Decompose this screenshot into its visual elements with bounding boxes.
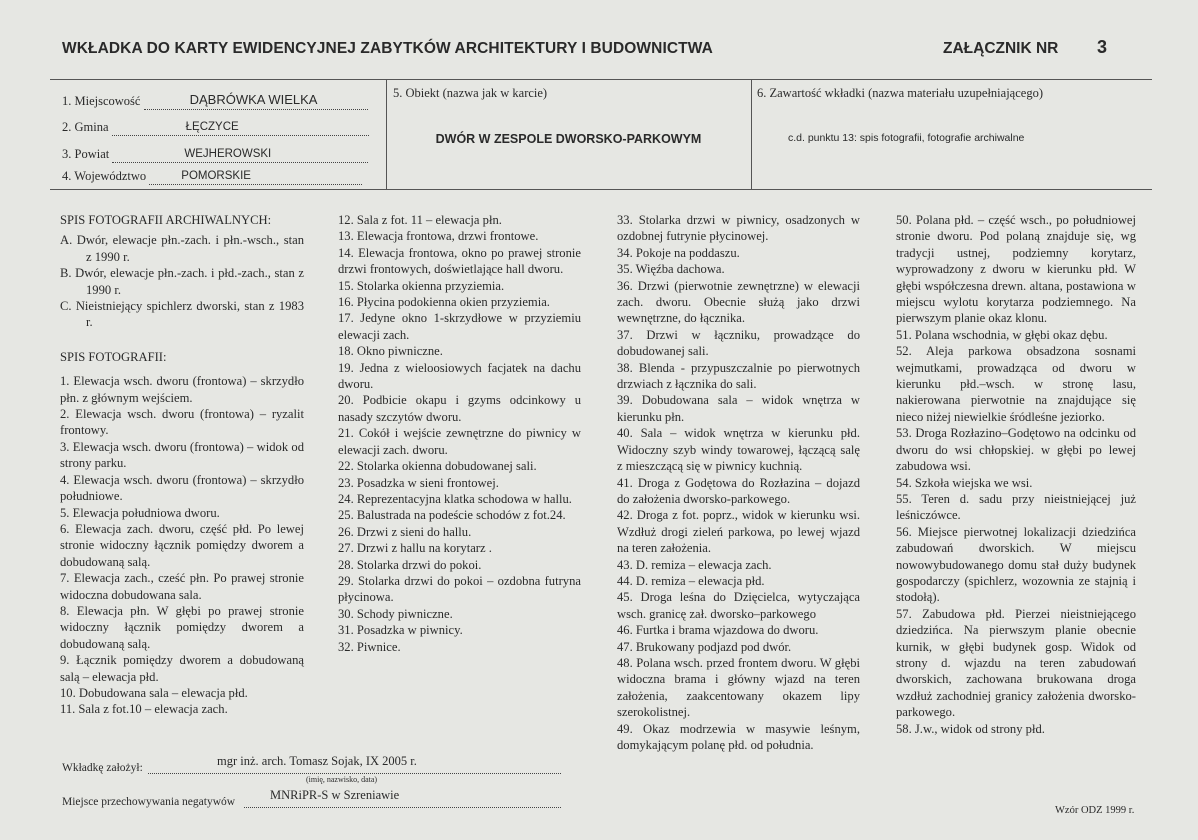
photo-item: 7. Elewacja zach., cześć płn. Po prawej stronie widoczna dobudowana sala. — [60, 571, 304, 602]
photo-item: 58. J.w., widok od strony płd. — [896, 721, 1045, 736]
photo-item: 9. Łącznik pomiędzy dworem a dobudowaną salą – elewacja płd. — [60, 653, 304, 684]
photo-item: 14. Elewacja frontowa, okno po prawej stronie drzwi frontowych, doświetlające hall dworu. — [338, 245, 581, 277]
photo-item: 52. Aleja parkowa obsadzona sosnami wejmutkami, prowadząca od dworu w kierunku płd.–wsch. w stronę lasu, nakierowana pierwotnie na znajdujące się nieco niżej niewielkie śródleśne jeziorko. — [896, 344, 1136, 424]
field-powiat-value: WEJHEROWSKI — [184, 148, 272, 160]
archival-item: C. Nieistniejący spichlerz dworski, stan z 1983 r. — [60, 299, 304, 330]
footer-miejsce-label: Miejsce przechowywania negatywów — [62, 796, 236, 808]
photo-item: 39. Dobudowana sala – widok wnętrza w kierunku płn. — [617, 393, 860, 424]
photo-item: 26. Drzwi z sieni do hallu. — [338, 524, 472, 539]
field-miejscowosc-value: DĄBRÓWKA WIELKA — [189, 92, 318, 107]
photo-item: 41. Droga z Godętowa do Rozłazina – dojazd do założenia dworsko-parkowego. — [617, 475, 860, 506]
photo-list-1 — [60, 373, 304, 718]
field-powiat-line — [112, 147, 368, 163]
field-gmina-line — [112, 120, 369, 136]
field-obiekt-label: 5. Obiekt (nazwa jak w karcie) — [393, 86, 548, 100]
field-gmina-label: 2. Gmina — [62, 120, 109, 134]
photo-item: 20. Podbicie okapu i gzyms odcinkowy u nasady szczytów dworu. — [338, 393, 581, 424]
photo-item: 22. Stolarka okienna dobudowanej sali. — [338, 459, 537, 474]
photo-item: 54. Szkoła wiejska we wsi. — [896, 475, 1033, 490]
photo-item: 30. Schody piwniczne. — [338, 606, 453, 621]
photo-item: 31. Posadzka w piwnicy. — [338, 623, 463, 638]
photo-item: 57. Zabudowa płd. Pierzei nieistniejącego dziedzińca. Na pierwszym planie obecnie kurnik, w głębi budynek gosp. Widok od strony d. wjazdu na teren zabudowań dworskich, zachowana brukowana droga wzdłuż zachodniej granicy założenia dworsko-parkowego. — [896, 606, 1136, 720]
photo-item: 32. Piwnice. — [338, 639, 401, 654]
column-1 — [60, 212, 304, 718]
photo-item: 19. Jedna z wieloosiowych facjatek na dachu dworu. — [338, 360, 581, 392]
photo-item: 4. Elewacja wsch. dworu (frontowa) – skrzydło południowe. — [60, 472, 304, 504]
form-version: Wzór ODZ 1999 r. — [1055, 805, 1135, 816]
photo-item: 47. Brukowany podjazd pod dwór. — [617, 639, 792, 654]
field-powiat — [62, 147, 368, 163]
photo-item: 42. Droga z fot. poprz., widok w kierunku wsi. Wzdłuż drogi zieleń parkowa, po lewej wjazd na teren założenia. — [617, 508, 860, 556]
photo-item: 16. Płycina podokienna okien przyziemia. — [338, 295, 550, 310]
field-powiat-label: 3. Powiat — [62, 147, 110, 161]
box-divider-2 — [751, 79, 752, 190]
photo-item: 56. Miejsce pierwotnej lokalizacji dziedzińca zabudowań dworskich. W miejscu nowowybudowanego domu stał duży budynek gospodarczy (spichlerz, wozownia ze stajnią i stodołą). — [896, 524, 1136, 605]
field-miejscowosc-line — [144, 94, 368, 110]
column-4 — [896, 212, 1136, 737]
photo-item: 3. Elewacja wsch. dworu (frontowa) – widok od strony parku. — [60, 439, 304, 471]
archival-heading: SPIS FOTOGRAFII ARCHIWALNYCH: — [60, 213, 272, 227]
photo-list-4 — [896, 212, 1136, 737]
photo-item: 33. Stolarka drzwi w piwnicy, osadzonych w ozdobnej futrynie płycinowej. — [617, 213, 860, 244]
column-2 — [338, 212, 581, 655]
photo-item: 25. Balustrada na podeście schodów z fot.24. — [338, 508, 566, 523]
column-3 — [617, 212, 860, 753]
photo-item: 46. Furtka i brama wjazdowa do dworu. — [617, 623, 819, 638]
annex-label: ZAŁĄCZNIK NR — [943, 40, 1059, 57]
photo-item: 6. Elewacja zach. dworu, część płd. Po lewej stronie widoczny łącznik pomiędzy dworem a dobudowaną salą. — [60, 521, 304, 569]
photo-item: 28. Stolarka drzwi do pokoi. — [338, 557, 482, 572]
photo-item: 45. Droga leśna do Dzięcielca, wytyczająca wsch. granicę zał. dworsko–parkowego — [617, 590, 860, 621]
photo-item: 38. Blenda - przypuszczalnie po pierwotnych drzwiach z łącznika do sali. — [617, 360, 860, 392]
photo-item: 12. Sala z fot. 11 – elewacja płn. — [338, 213, 502, 227]
photo-list-3 — [617, 212, 860, 753]
field-wojewodztwo-line — [149, 169, 362, 185]
photo-item: 2. Elewacja wsch. dworu (frontowa) – ryzalit frontowy. — [60, 407, 304, 438]
archival-item: A. Dwór, elewacje płn.-zach. i płn.-wsch., stan z 1990 r. — [60, 233, 304, 264]
field-gmina-value: ŁĘCZYCE — [185, 121, 239, 133]
photo-item: 36. Drzwi (pierwotnie zewnętrzne) w elewacji zach. dworu. Obecnie służą jako drzwi wewnętrzne, do łącznika. — [617, 278, 860, 326]
photo-item: 40. Sala – widok wnętrza w kierunku płd. Widoczny szyb windy towarowej, łączącą salę z mieszczącą się w piwnicy kuchnią. — [617, 426, 860, 474]
photo-item: 37. Drzwi w łączniku, prowadzące do dobudowanej sali. — [617, 327, 860, 359]
photo-item: 5. Elewacja południowa dworu. — [60, 505, 220, 520]
footer-zalozyl-caption: (imię, nazwisko, data) — [306, 775, 378, 784]
field-wojewodztwo — [62, 169, 362, 185]
photo-item: 51. Polana wschodnia, w głębi okaz dębu. — [896, 327, 1108, 342]
annex-number: 3 — [1097, 37, 1108, 57]
field-obiekt-value: DWÓR W ZESPOLE DWORSKO-PARKOWYM — [435, 132, 702, 146]
field-zawartosc-label: 6. Zawartość wkładki (nazwa materiału uzupełniającego) — [757, 86, 1043, 100]
photo-item: 55. Teren d. sadu przy nieistniejącej już leśniczówce. — [896, 491, 1136, 523]
footer-zalozyl-value: mgr inż. arch. Tomasz Sojak, IX 2005 r. — [217, 754, 417, 768]
photo-item: 34. Pokoje na poddaszu. — [617, 245, 740, 260]
field-wojewodztwo-label: 4. Województwo — [62, 169, 147, 183]
photo-item: 13. Elewacja frontowa, drzwi frontowe. — [338, 229, 539, 244]
photo-item: 35. Więźba dachowa. — [617, 262, 725, 277]
field-miejscowosc-label: 1. Miejscowość — [62, 94, 141, 108]
photo-item: 43. D. remiza – elewacja zach. — [617, 557, 772, 572]
photo-item: 24. Reprezentacyjna klatka schodowa w hallu. — [338, 491, 572, 506]
field-miejscowosc — [62, 94, 368, 110]
field-gmina — [62, 120, 369, 136]
field-wojewodztwo-value: POMORSKIE — [181, 170, 251, 182]
photo-item: 15. Stolarka okienna przyziemia. — [338, 278, 505, 293]
photo-item: 29. Stolarka drzwi do pokoi – ozdobna futryna płycinowa. — [338, 573, 581, 605]
photo-item: 18. Okno piwniczne. — [338, 344, 443, 359]
archival-item: B. Dwór, elewacje płn.-zach. i płd.-zach., stan z 1990 r. — [60, 266, 304, 297]
archival-list — [60, 232, 304, 330]
footer-zalozyl-label: Wkładkę założył: — [62, 762, 143, 774]
photo-item: 1. Elewacja wsch. dworu (frontowa) – skrzydło płn. z głównym wejściem. — [60, 374, 304, 405]
photo-item: 11. Sala z fot.10 – elewacja zach. — [60, 702, 228, 717]
form-title: WKŁADKA DO KARTY EWIDENCYJNEJ ZABYTKÓW ARCHITEKTURY I BUDOWNICTWA — [62, 40, 713, 57]
photo-item: 50. Polana płd. – część wsch., po południowej stronie dworu. Pod polaną znajduje się, wg tradycji ustnej, podziemny korytarz, wyprowadzony z dworu w kierunku płd. W głębi współczesna drewn. altana, postawiona w miejscu wylotu korytarza podziemnego. Na pierwszym planie okaz klonu. — [896, 213, 1136, 326]
photos-heading: SPIS FOTOGRAFII: — [60, 349, 167, 364]
photo-item: 44. D. remiza – elewacja płd. — [617, 573, 765, 588]
photo-item: 21. Cokół i wejście zewnętrzne do piwnicy w elewacji zach. dworu. — [338, 426, 581, 457]
photo-item: 17. Jedyne okno 1-skrzydłowe w przyziemiu elewacji zach. — [338, 311, 581, 342]
photo-item: 27. Drzwi z hallu na korytarz . — [338, 541, 492, 556]
photo-item: 53. Droga Rozłazino–Godętowo na odcinku od dworu do wsi chłopskiej. w głębi po lewej zabudowa wsi. — [896, 426, 1136, 474]
photo-item: 48. Polana wsch. przed frontem dworu. W głębi widoczna brama i główny wjazd na teren założenia, zaakcentowany okazem lipy szerokolistnej. — [617, 655, 860, 720]
field-zawartosc-value: c.d. punktu 13: spis fotografii, fotografie archiwalne — [788, 132, 1025, 144]
photo-item: 23. Posadzka w sieni frontowej. — [338, 475, 499, 490]
photo-item: 49. Okaz modrzewia w masywie leśnym, domykającym polanę płd. od południa. — [617, 721, 860, 752]
photo-item: 8. Elewacja płn. W głębi po prawej stronie widoczny łącznik pomiędzy dworem a dobudowaną salą. — [60, 603, 304, 651]
photo-list-2 — [338, 212, 581, 655]
photo-item: 10. Dobudowana sala – elewacja płd. — [60, 685, 248, 700]
spacer — [60, 331, 304, 349]
footer-miejsce-value: MNRiPR-S w Szreniawie — [270, 788, 400, 802]
